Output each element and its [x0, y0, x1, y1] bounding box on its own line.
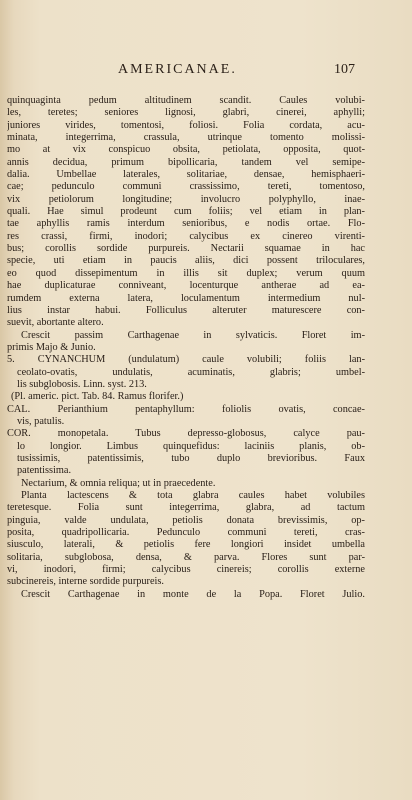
text-line: vix petiolorum longitudine; involucro polyphyllo, inae-	[7, 193, 365, 205]
text-line: hae duplicaturae conniveant, locenturque antherae ad ea-	[7, 280, 365, 292]
text-line: rumdem externa latera, loculamentum intermedium nul-	[7, 292, 365, 304]
text-line: ceolato-ovatis, undulatis, acuminatis, glabris; umbel-	[17, 366, 365, 378]
text-line: lo longior. Limbus quinquefidus: laciniis planis, ob-	[17, 440, 365, 452]
text-line: Crescit passim Carthagenae in sylvaticis. Floret im-	[21, 329, 365, 341]
text-line: les, teretes; seniores lignosi, glabri, cinerei, aphylli;	[7, 107, 365, 119]
text-line: dalia. Umbellae laterales, solitariae, densae, hemisphaeri-	[7, 169, 365, 181]
text-line: COR. monopetala. Tubus depresso-globosus, calyce pau-	[7, 428, 365, 440]
text-line: minata, integerrima, crassula, utrinque tomento molissi-	[7, 132, 365, 144]
text-line: subcinereis, interne sordide purpureis.	[7, 576, 164, 588]
text-line: vis, patulis.	[17, 415, 65, 427]
text-line: specie, uti etiam in paucis aliis, dici possent triloculares,	[7, 255, 365, 267]
text-line: lius instar habui. Folliculus alteruter maturescere con-	[7, 304, 365, 316]
text-line: teretesque. Folia sunt integerrima, glabra, ad tactum	[7, 502, 365, 514]
text-line: juniores virides, tomentosi, foliosi. Folia cordata, acu-	[7, 119, 365, 131]
running-head: AMERICANAE.	[118, 62, 237, 77]
text-line: annis decidua, primum bipollicaria, tandem vel semipe-	[7, 156, 365, 168]
text-line: posita, quadripollicaria. Pedunculo communi tereti, cras-	[7, 527, 365, 539]
text-line: lis subglobosis. Linn. syst. 213.	[17, 378, 147, 390]
text-line: tae aphyllis ramis interdum senioribus, e nodis ortae. Flo-	[7, 218, 365, 230]
text-line: tusissimis, patentissimis, tubo duplo brevioribus. Faux	[17, 452, 365, 464]
text-line: siusculo, laterali, & petiolis fere longiori insidet umbella	[7, 539, 365, 551]
text-line: 5. CYNANCHUM (undulatum) caule volubili; foliis lan-	[7, 354, 365, 366]
text-line: vi, inodori, firmi; calycibus cinereis; corollis externe	[7, 564, 365, 576]
text-line: pinguia, valde undulata, petiolis donata brevissimis, op-	[7, 514, 365, 526]
text-line: quali. Hae simul prodeunt cum foliis; vel etiam in plan-	[7, 206, 365, 218]
text-line: mo at vix conspicuo obsita, petiolata, opposita, quot-	[7, 144, 365, 156]
text-line: solitaria, subglobosa, densa, & parva. Flores sunt par-	[7, 551, 365, 563]
text-line: patentissima.	[17, 465, 72, 477]
text-line: Crescit Carthagenae in monte de la Popa. Floret Julio.	[21, 588, 365, 600]
text-line: res crassi, firmi, inodori; calycibus ex cinereo virenti-	[7, 230, 365, 242]
page-number: 107	[334, 62, 355, 77]
text-line: bus; corollis sordide purpureis. Nectarii squamae in hac	[7, 243, 365, 255]
text-line: cae; pedunculo communi crassissimo, tereti, tomentoso,	[7, 181, 365, 193]
text-line: suevit, abortante altero.	[7, 317, 104, 329]
text-line: (Pl. americ. pict. Tab. 84. Ramus florifer.)	[11, 391, 184, 403]
main-text	[7, 95, 365, 601]
text-line: Planta lactescens & tota glabra caules habet volubiles	[21, 490, 365, 501]
page-header	[0, 62, 412, 82]
text-line: primis Majo & Junio.	[7, 341, 96, 353]
text-line: Nectarium, & omnia reliqua; ut in praecedente.	[21, 477, 216, 489]
text-line: CAL. Perianthium pentaphyllum: foliolis ovatis, concae-	[7, 403, 365, 415]
text-line: quinquaginta pedum altitudinem scandit. Caules volubi-	[7, 95, 365, 106]
text-line: eo quod dissepimentum in illis sit duplex; verum quum	[7, 267, 365, 279]
